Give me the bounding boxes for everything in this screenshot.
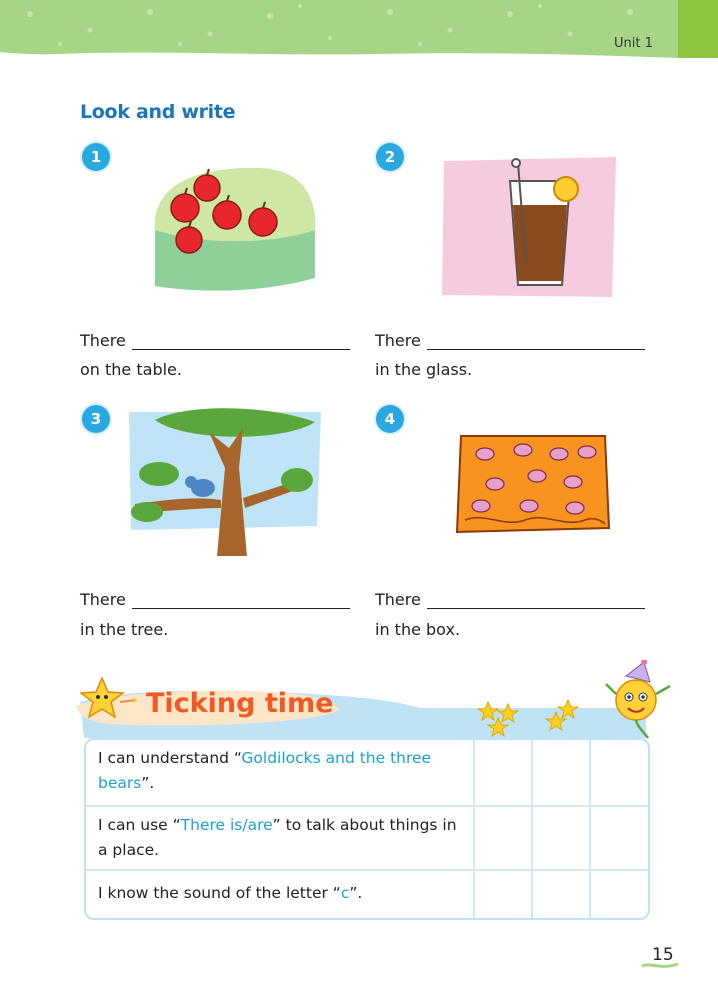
ticking-row-2-post: ” to talk about things in a place. — [98, 816, 457, 859]
ticking-row-3-pre: I know the sound of the letter “ — [98, 884, 341, 902]
tick-cell-2-2[interactable] — [530, 806, 588, 868]
tick-cell-1-3[interactable] — [588, 740, 646, 804]
exercise-4-answer-line[interactable] — [427, 592, 645, 609]
cartoon-mascot-icon — [600, 660, 680, 742]
chapter-tab — [678, 0, 718, 58]
unit-label: Unit 1 — [614, 36, 653, 51]
ticking-row-1-highlight: Goldilocks and the three bears — [98, 749, 432, 792]
page-number: 15 — [652, 945, 674, 965]
exercise-1-answer-line[interactable] — [132, 333, 350, 350]
exercise-number-3: 3 — [82, 405, 110, 433]
ticking-row-3 — [98, 881, 468, 906]
exercise-2-prompt — [375, 331, 645, 350]
exercise-3-answer-line[interactable] — [132, 592, 350, 609]
tick-cell-3-1[interactable] — [472, 870, 530, 916]
exercise-2-line2: in the glass. — [375, 360, 473, 379]
exercise-3-line2: in the tree. — [80, 620, 169, 639]
juice-glass-icon — [440, 155, 620, 300]
bird-in-tree-icon — [125, 408, 325, 556]
ticking-row-2-pre: I can use “ — [98, 816, 181, 834]
ticking-row-3-highlight: c — [340, 884, 350, 902]
exercise-3-prompt — [80, 590, 350, 609]
ticking-row-1-post: ”. — [141, 774, 155, 792]
ticking-row-1 — [98, 746, 458, 796]
candy-box-icon — [455, 432, 615, 540]
exercise-1-prompt — [80, 331, 350, 350]
exercise-2-prefix: There — [375, 331, 421, 350]
exercise-4-line2: in the box. — [375, 620, 461, 639]
tick-cell-1-2[interactable] — [530, 740, 588, 804]
exercise-2-answer-line[interactable] — [427, 333, 645, 350]
exercise-number-2: 2 — [376, 143, 404, 171]
tick-cell-3-3[interactable] — [588, 870, 646, 916]
header-band — [0, 0, 718, 60]
tick-cell-2-3[interactable] — [588, 806, 646, 868]
exercise-1-line2: on the table. — [80, 360, 182, 379]
section-title: Look and write — [80, 101, 236, 123]
ticking-row-2 — [98, 813, 458, 863]
ticking-row-3-post: ”. — [349, 884, 363, 902]
exercise-1-prefix: There — [80, 331, 126, 350]
star-mascot-icon — [80, 674, 140, 724]
page-number-underline — [640, 960, 680, 972]
stars-rating-icon — [476, 698, 586, 738]
exercise-3-prefix: There — [80, 590, 126, 609]
tick-cell-1-1[interactable] — [472, 740, 530, 804]
exercise-4-prefix: There — [375, 590, 421, 609]
tick-cell-3-2[interactable] — [530, 870, 588, 916]
ticking-row-1-pre: I can understand “ — [98, 749, 242, 767]
ticking-time-title: Ticking time — [146, 688, 334, 719]
exercise-4-prompt — [375, 590, 645, 609]
ticking-row-2-highlight: There is/are — [180, 816, 273, 834]
exercise-number-4: 4 — [376, 405, 404, 433]
tick-cell-2-1[interactable] — [472, 806, 530, 868]
apples-on-table-icon — [145, 160, 323, 300]
exercise-number-1: 1 — [82, 143, 110, 171]
